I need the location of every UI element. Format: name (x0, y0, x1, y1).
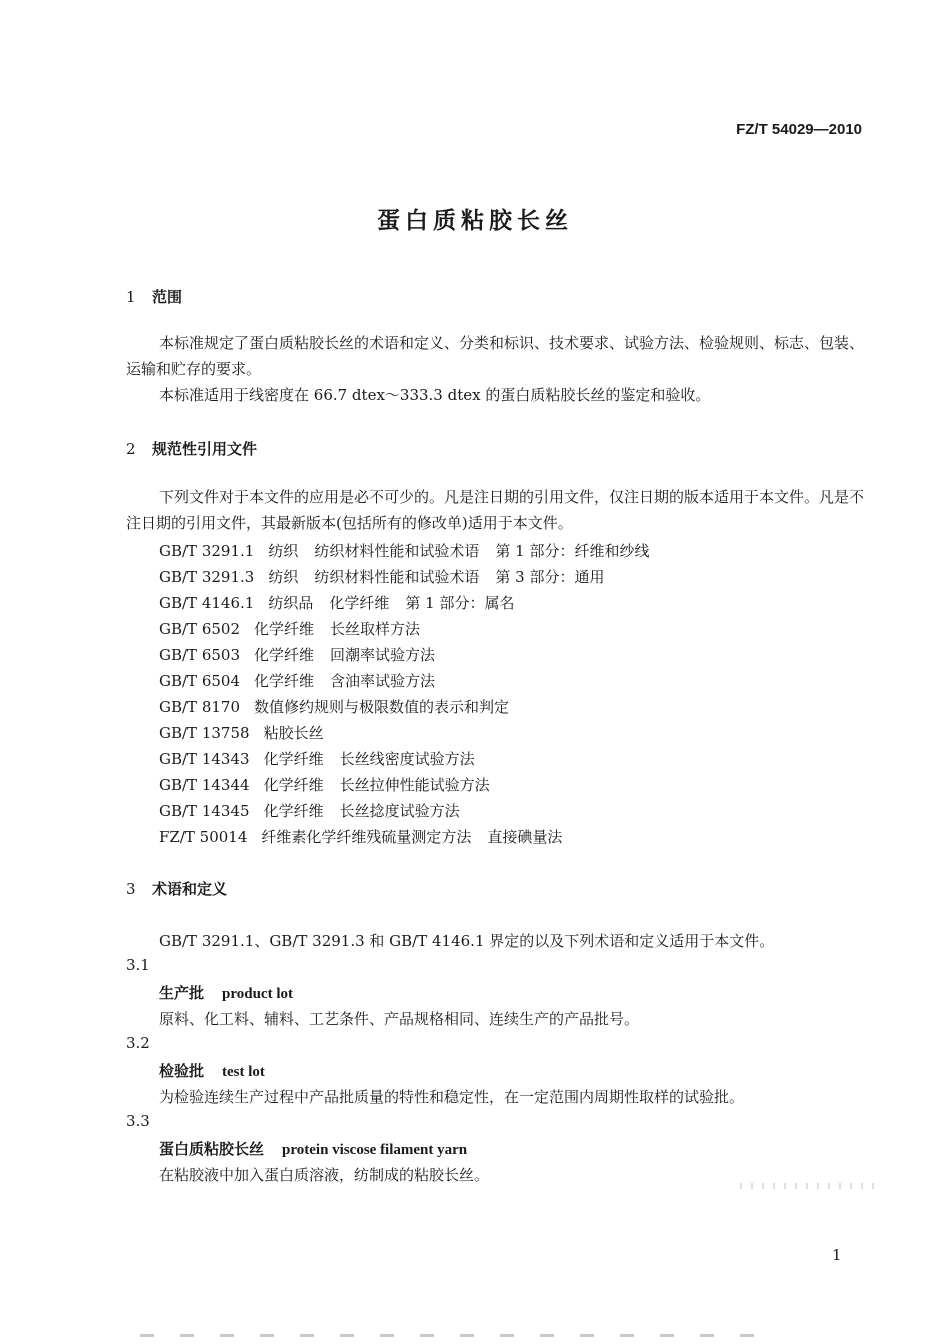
term-heading (159, 1138, 467, 1159)
scan-artifact (140, 1334, 760, 1337)
term-definition: 在粘胶液中加入蛋白质溶液，纺制成的粘胶长丝。 (159, 1166, 490, 1184)
term-cn: 生产批 (159, 984, 205, 1002)
reference-code: GB/T 14343 (159, 750, 250, 768)
scope-applicability: 本标准适用于线密度在 66.7 dtex～333.3 dtex 的蛋白质粘胶长丝的鉴定和验收。 (159, 386, 711, 404)
section-number: 1 (126, 288, 136, 306)
reference-part: 长丝捻度试验方法 (339, 802, 460, 820)
term-heading (159, 982, 293, 1003)
reference-part: 第 1 部分：属名 (405, 594, 515, 612)
reference-item (159, 540, 665, 561)
term-en: product lot (222, 986, 293, 1002)
reference-code: GB/T 4146.1 (159, 594, 255, 612)
reference-code: GB/T 14344 (159, 776, 250, 794)
reference-part: 长丝取样方法 (330, 620, 421, 638)
reference-part: 粘胶长丝 (263, 724, 324, 742)
reference-item (159, 644, 451, 665)
reference-item (159, 696, 525, 717)
reference-code: GB/T 8170 (159, 698, 241, 716)
reference-item (159, 800, 476, 821)
reference-part: 纺织 (268, 542, 299, 560)
term-number: 3.2 (126, 1034, 150, 1052)
standard-number: FZ/T 54029—2010 (736, 121, 862, 138)
term-cn: 蛋白质粘胶长丝 (159, 1140, 265, 1158)
terms-intro: GB/T 3291.1、GB/T 3291.3 和 GB/T 4146.1 界定的以及下列术语和定义适用于本文件。 (159, 932, 775, 950)
scan-artifact (740, 1183, 880, 1189)
section-title: 规范性引用文件 (152, 440, 258, 458)
reference-part: 化学纤维 (254, 620, 315, 638)
reference-code: GB/T 6503 (159, 646, 241, 664)
reference-code: GB/T 6502 (159, 620, 241, 638)
reference-part: 第 1 部分：纤维和纱线 (495, 542, 650, 560)
reference-part: 纺织材料性能和试验术语 (314, 568, 480, 586)
term-en: protein viscose filament yarn (282, 1142, 468, 1158)
scope-paragraph: 本标准规定了蛋白质粘胶长丝的术语和定义、分类和标识、技术要求、试验方法、检验规则、标志、包装、运输和贮存的要求。 (126, 334, 865, 378)
term-heading (159, 1060, 265, 1081)
references-intro: 下列文件对于本文件的应用是必不可少的。凡是注日期的引用文件，仅注日期的版本适用于本文件。凡是不注日期的引用文件，其最新版本(包括所有的修改单)适用于本文件。 (126, 488, 865, 532)
reference-part: 长丝拉伸性能试验方法 (339, 776, 490, 794)
reference-part: 纺织材料性能和试验术语 (314, 542, 480, 560)
term-definition: 为检验连续生产过程中产品批质量的特性和稳定性，在一定范围内周期性取样的试验批。 (159, 1088, 745, 1106)
reference-item (159, 826, 578, 847)
reference-part: 化学纤维 (263, 776, 324, 794)
reference-part: 直接碘量法 (487, 828, 563, 846)
reference-part: 数值修约规则与极限数值的表示和判定 (254, 698, 510, 716)
term-en: test lot (222, 1064, 265, 1080)
reference-item (159, 748, 491, 769)
section-title: 术语和定义 (152, 880, 228, 898)
section-number: 3 (126, 880, 136, 898)
reference-part: 纤维素化学纤维残硫量测定方法 (261, 828, 472, 846)
reference-code: GB/T 3291.3 (159, 568, 255, 586)
term-number: 3.3 (126, 1112, 150, 1130)
section-number: 2 (126, 440, 136, 458)
reference-part: 化学纤维 (329, 594, 390, 612)
document-title: 蛋白质粘胶长丝 (377, 207, 573, 234)
term-cn: 检验批 (159, 1062, 205, 1080)
reference-item (159, 774, 506, 795)
reference-item (159, 566, 620, 587)
section-1-heading (126, 286, 182, 307)
section-2-heading (126, 438, 257, 459)
reference-code: GB/T 13758 (159, 724, 250, 742)
reference-item (159, 722, 340, 743)
reference-part: 长丝线密度试验方法 (339, 750, 475, 768)
reference-part: 第 3 部分：通用 (495, 568, 605, 586)
reference-part: 纺织品 (268, 594, 314, 612)
section-3-heading (126, 878, 227, 899)
reference-part: 含油率试验方法 (330, 672, 436, 690)
reference-part: 化学纤维 (263, 802, 324, 820)
reference-code: GB/T 3291.1 (159, 542, 255, 560)
reference-item (159, 670, 451, 691)
page-number: 1 (832, 1246, 842, 1264)
reference-code: GB/T 14345 (159, 802, 250, 820)
reference-item (159, 618, 436, 639)
term-number: 3.1 (126, 956, 150, 974)
reference-code: GB/T 6504 (159, 672, 241, 690)
reference-part: 化学纤维 (254, 646, 315, 664)
section-title: 范围 (152, 288, 183, 306)
reference-part: 化学纤维 (263, 750, 324, 768)
reference-item (159, 592, 530, 613)
reference-code: FZ/T 50014 (159, 828, 248, 846)
reference-part: 化学纤维 (254, 672, 315, 690)
reference-part: 纺织 (268, 568, 299, 586)
reference-part: 回潮率试验方法 (330, 646, 436, 664)
term-definition: 原料、化工料、辅料、工艺条件、产品规格相同、连续生产的产品批号。 (159, 1010, 640, 1028)
